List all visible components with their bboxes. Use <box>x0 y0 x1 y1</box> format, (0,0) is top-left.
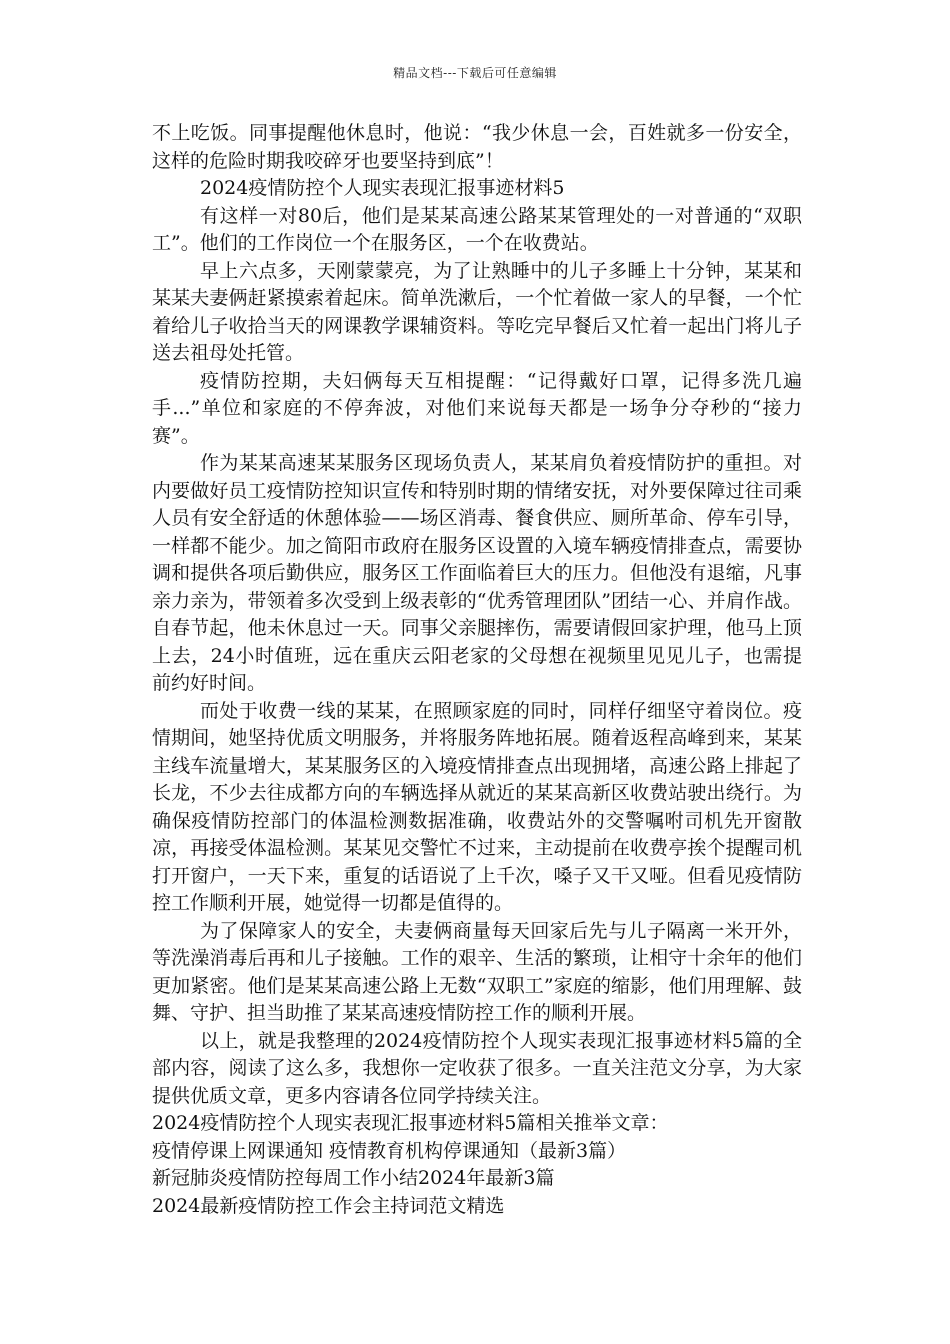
related-heading: 2024疫情防控个人现实表现汇报事迹材料5篇相关推举文章： <box>152 1112 669 1134</box>
related-link[interactable]: 疫情停课上网课通知 疫情教育机构停课通知（最新3篇） <box>152 1139 627 1162</box>
section-title: 2024疫情防控个人现实表现汇报事迹材料5 <box>200 177 565 199</box>
closing-paragraph: 以上，就是我整理的2024疫情防控个人现实表现汇报事迹材料5篇的全部内容，阅读了这么多，我想你一定收获了很多。一直关注范文分享，为大家提供优质文章，更多内容请各位同学持续关注。 <box>152 1029 802 1107</box>
paragraph-continued: 不上吃饭。同事提醒他休息时，他说：“我少休息一会，百姓就多一份安全，这样的危险时期我咬碎牙也要坚持到底”！ <box>152 122 802 172</box>
page-header: 精品文档---下载后可任意编辑 <box>393 66 557 80</box>
document-body <box>152 120 802 1220</box>
paragraph: 作为某某高速某某服务区现场负责人，某某肩负着疫情防护的重担。对内要做好员工疫情防控知识宣传和特别时期的情绪安抚，对外要保障过往司乘人员有安全舒适的休憩体验——场区消毒、餐食供应、厕所革命、停车引导，一样都不能少。加之简阳市政府在服务区设置的入境车辆疫情排查点，需要协调和提供各项后勤供应，服务区工作面临着巨大的压力。但他没有退缩，凡事亲力亲为，带领着多次受到上级表彰的“优秀管理团队”团结一心、并肩作战。自春节起，他未休息过一天。同事父亲腿摔伤，需要请假回家护理，他马上顶上去，24小时值班，远在重庆云阳老家的父母想在视频里见见儿子，也需提前约好时间。 <box>152 452 802 694</box>
paragraph: 为了保障家人的安全，夫妻俩商量每天回家后先与儿子隔离一米开外，等洗澡消毒后再和儿子接触。工作的艰辛、生活的繁琐，让相守十余年的他们更加紧密。他们是某某高速公路上无数“双职工”家庭的缩影，他们用理解、鼓舞、守护、担当助推了某某高速疫情防控工作的顺利开展。 <box>152 919 802 1024</box>
related-link[interactable]: 2024最新疫情防控工作会主持词范文精选 <box>152 1194 505 1217</box>
paragraph: 有这样一对80后，他们是某某高速公路某某管理处的一对普通的“双职工”。他们的工作岗位一个在服务区，一个在收费站。 <box>152 204 802 254</box>
paragraph: 早上六点多，天刚蒙蒙亮，为了让熟睡中的儿子多睡上十分钟，某某和某某夫妻俩赶紧摸索着起床。简单洗漱后，一个忙着做一家人的早餐，一个忙着给儿子收拾当天的网课教学课辅资料。等吃完早餐后又忙着一起出门将儿子送去祖母处托管。 <box>152 259 802 364</box>
paragraph: 疫情防控期，夫妇俩每天互相提醒：“记得戴好口罩，记得多洗几遍手...”单位和家庭的不停奔波，对他们来说每天都是一场争分夺秒的“接力赛”。 <box>152 369 802 447</box>
paragraph: 而处于收费一线的某某，在照顾家庭的同时，同样仔细坚守着岗位。疫情期间，她坚持优质文明服务，并将服务阵地拓展。随着返程高峰到来，某某主线车流量增大，某某服务区的入境疫情排查点出现拥堵，高速公路上排起了长龙，不少去往成都方向的车辆选择从就近的某某高新区收费站驶出绕行。为确保疫情防控部门的体温检测数据准确，收费站外的交警嘱咐司机先开窗散凉，再接受体温检测。某某见交警忙不过来，主动提前在收费亭挨个提醒司机打开窗户，一天下来，重复的话语说了上千次，嗓子又干又哑。但看见疫情防控工作顺利开展，她觉得一切都是值得的。 <box>152 699 802 914</box>
related-link[interactable]: 新冠肺炎疫情防控每周工作小结2024年最新3篇 <box>152 1167 555 1189</box>
